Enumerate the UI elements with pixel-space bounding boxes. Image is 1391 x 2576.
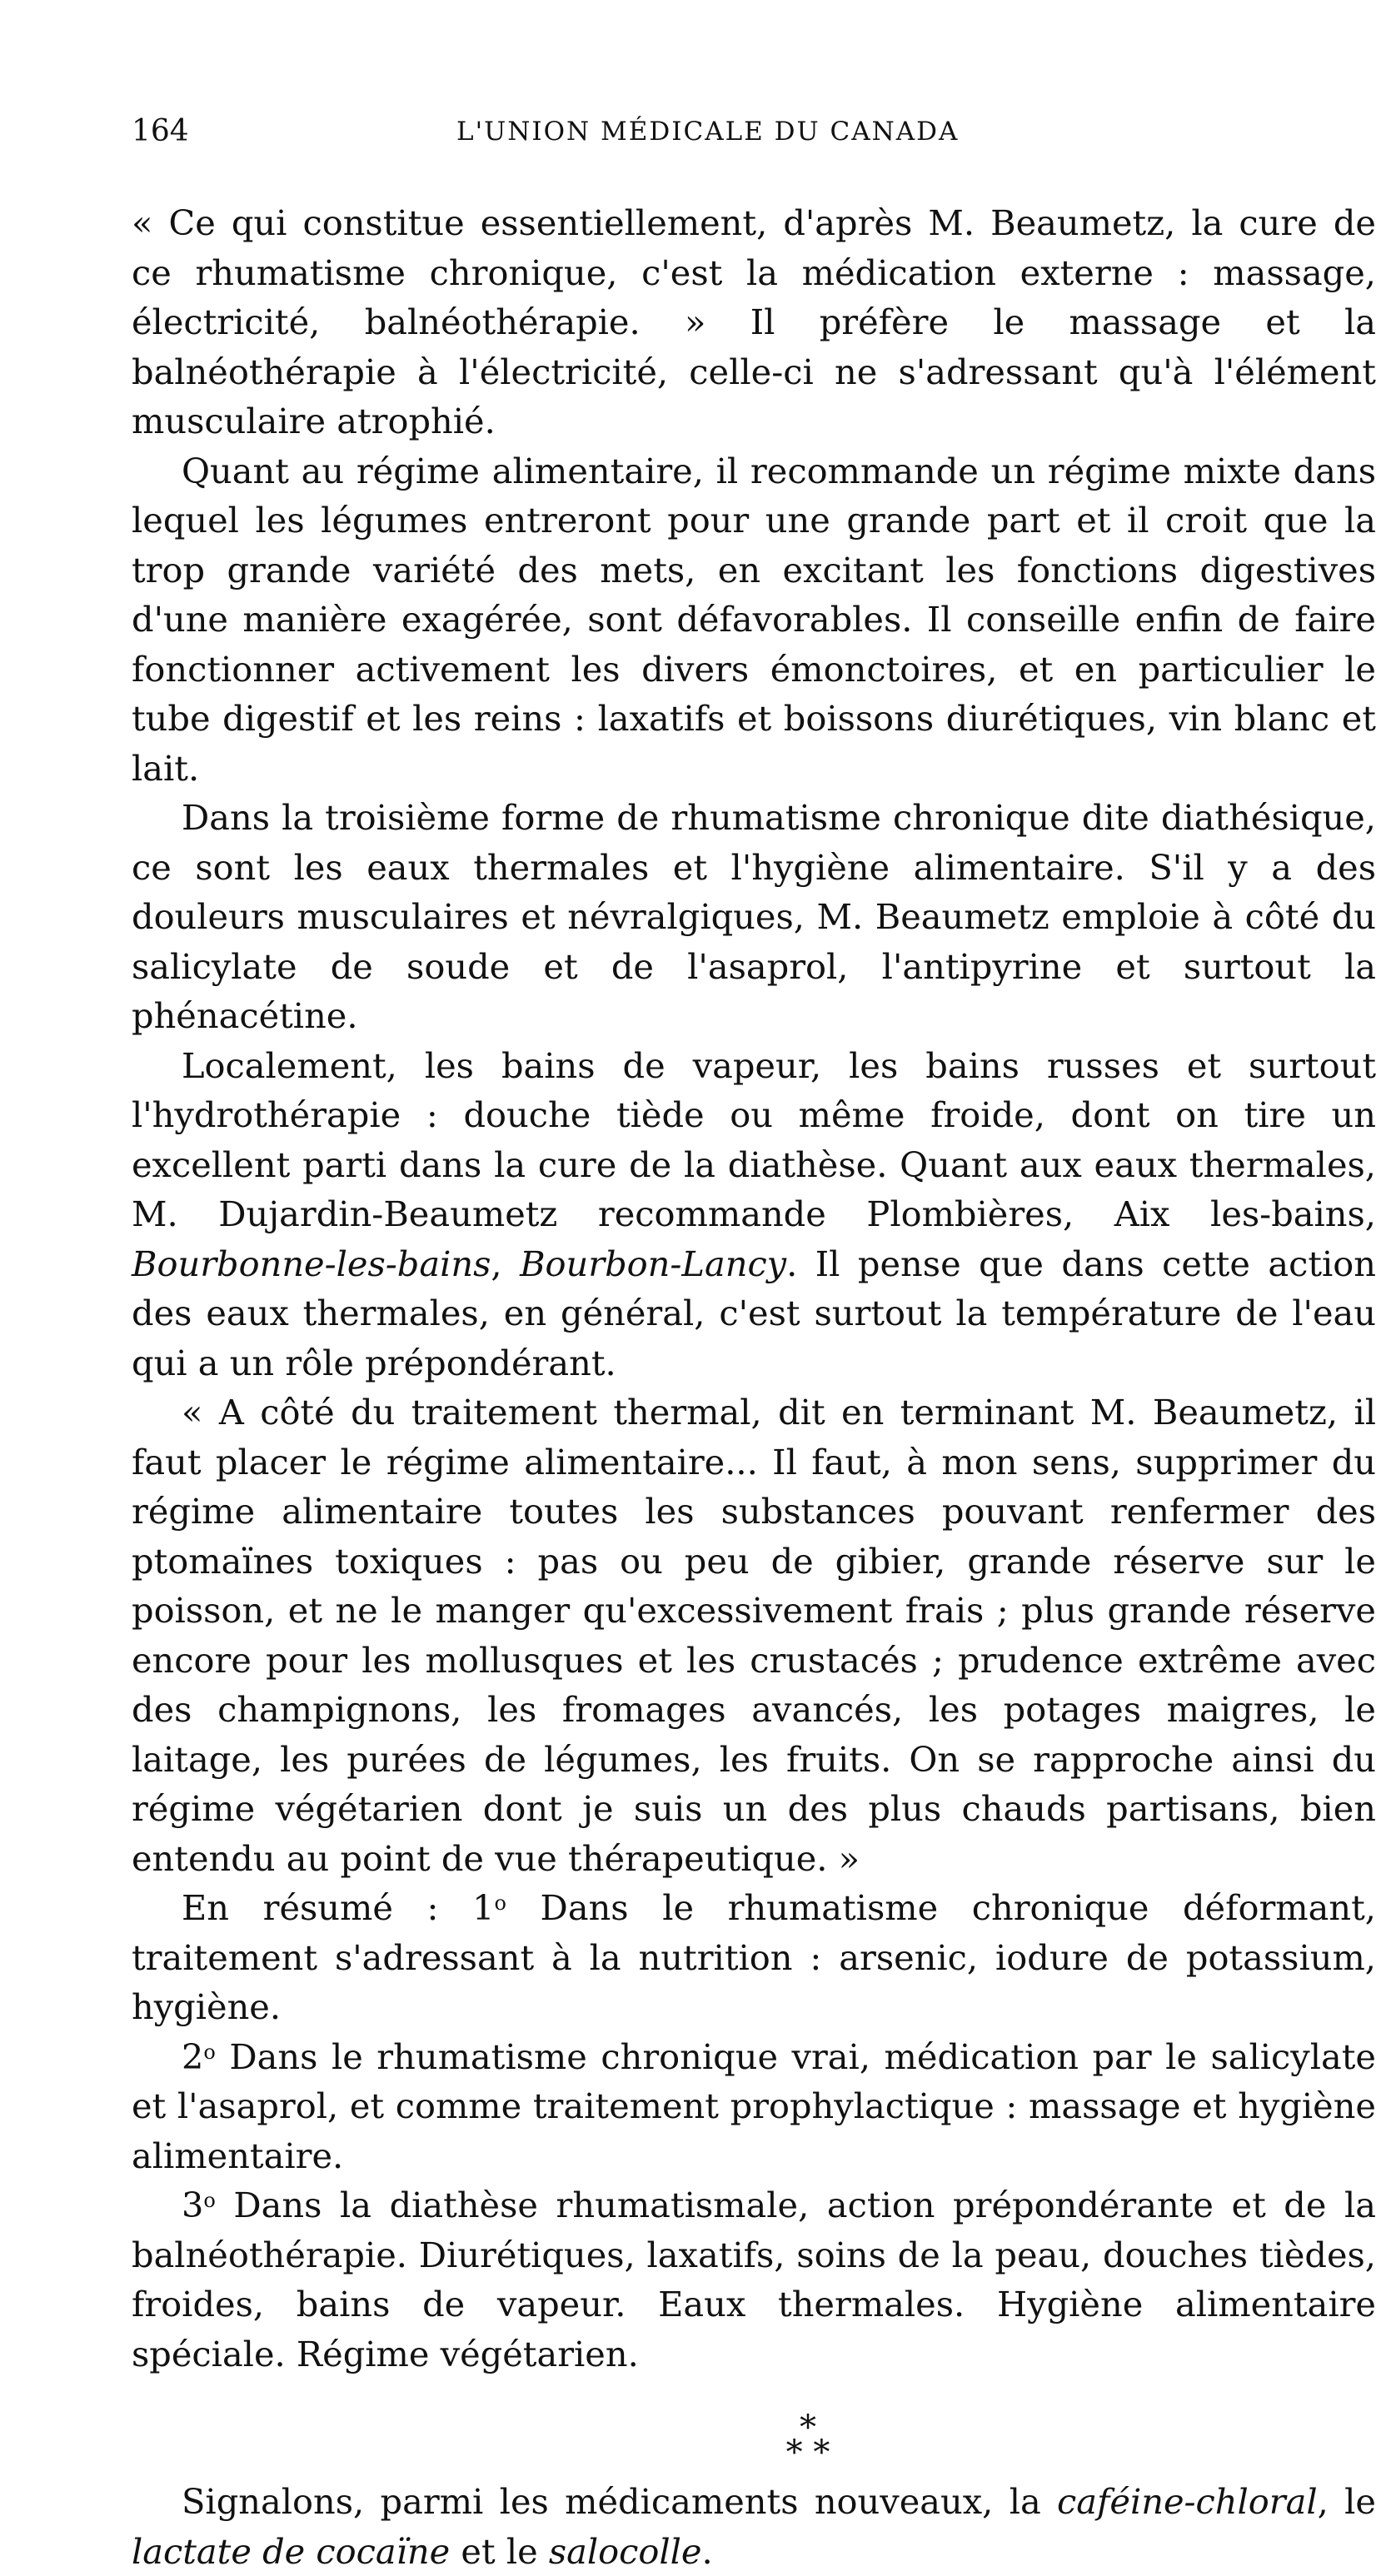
body-text [132,198,1376,2576]
text-run: Signalons, parmi les médicaments nouveaux, la [182,2481,1058,2522]
paragraph [132,2032,1376,2181]
spa-name: Bourbonne-les-bains [132,1243,491,1284]
drug-name: lactate de cocaïne [132,2530,451,2572]
asterism-separator: * * * [785,2409,830,2472]
drug-name: salocolle [548,2530,702,2572]
text-run: , [491,1243,521,1284]
paragraph [132,2477,1376,2576]
spa-name: Bourbon-Lancy [520,1243,787,1284]
text-run: . [701,2530,713,2572]
paragraph: « Ce qui constitue essentiellement, d'après M. Beaumetz, la cure de ce rhumatisme chronique, c'est la médication externe : massage, électricité, balnéothérapie. » Il préfère le massage et la balnéothérapie à l'électricité, celle-ci ne s'adressant qu'à l'élément musculaire atrophié. [132,202,1376,441]
paragraph [132,2180,1376,2379]
text-run: . Il pense que dans cette action des eaux thermales, en général, c'est surtout la température de l'eau qui a un rôle prépondérant. [132,1243,1376,1383]
journal-title: L'UNION MÉDICALE DU CANADA [456,117,960,147]
text-run: Dans la diathèse rhumatismale, action prépondérante et de la balnéothérapie. Diurétiques, laxatifs, soins de la peau, douches tièdes, froides, bains de vapeur. Eaux thermales. Hygiène alimentaire spéciale. Régime végétarien. [132,2185,1376,2374]
text-run: Localement, les bains de vapeur, les bains russes et surtout l'hydrothérapie : douche tiède ou même froide, dont on tire un excellent parti dans la cure de la diathèse. Quant aux eaux thermales, M. Dujardin-Beaumetz recommande Plombières, Aix les-bains, [132,1044,1376,1234]
text-run: et le [450,2530,549,2572]
paragraph [132,1041,1376,1388]
list-number: 2 [182,2035,204,2077]
ordinal-mark: o [203,2189,216,2212]
paragraph: Quant au régime alimentaire, il recommande un régime mixte dans lequel les légumes entreront pour une grande part et il croit que la trop grande variété des mets, en excitant les fonctions digestives d'une manière exagérée, sont défavorables. Il conseille enfin de faire fonctionner activement les divers émonctoires, et en particulier le tube digestif et les reins : laxatifs et boissons diurétiques, vin blanc et lait. [132,450,1376,789]
running-head [132,107,1381,157]
paragraph: Dans la troisième forme de rhumatisme chronique dite diathésique, ce sont les eaux thermales et l'hygiène alimentaire. S'il y a des douleurs musculaires et névralgiques, M. Beaumetz emploie à côté du salicylate de soude et de l'asaprol, l'antipyrine et surtout la phénacétine. [132,797,1376,1036]
text-run: Dans le rhumatisme chronique vrai, médication par le salicylate et l'asaprol, et comme traitement prophylactique : massage et hygiène alimentaire. [132,2035,1376,2176]
paragraph [132,1883,1376,2032]
ordinal-mark: o [494,1891,506,1915]
ordinal-mark: o [203,2040,216,2064]
text-run: , le [1317,2481,1376,2522]
list-number: 3 [182,2185,204,2225]
page-number: 164 [132,114,189,148]
text-run: En résumé : 1 [182,1887,495,1928]
drug-name: caféine-chloral [1057,2481,1318,2522]
paragraph: « A côté du traitement thermal, dit en terminant M. Beaumetz, il faut placer le régime alimentaire... Il faut, à mon sens, supprimer du régime alimentaire toutes les substances pouvant renfermer des ptomaïnes toxiques : pas ou peu de gibier, grande réserve sur le poisson, et ne le manger qu'excessivement frais ; plus grande réserve encore pour les mollusques et les crustacés ; prudence extrême avec des champignons, les fromages avancés, les potages maigres, le laitage, les purées de légumes, les fruits. On se rapproche ainsi du régime végétarien dont je suis un des plus chauds partisans, bien entendu au point de vue thérapeutique. » [132,1392,1376,1879]
text-run: Dans le rhumatisme chronique déformant, traitement s'adressant à la nutrition : arsenic, iodure de potassium, hygiène. [132,1887,1376,2027]
